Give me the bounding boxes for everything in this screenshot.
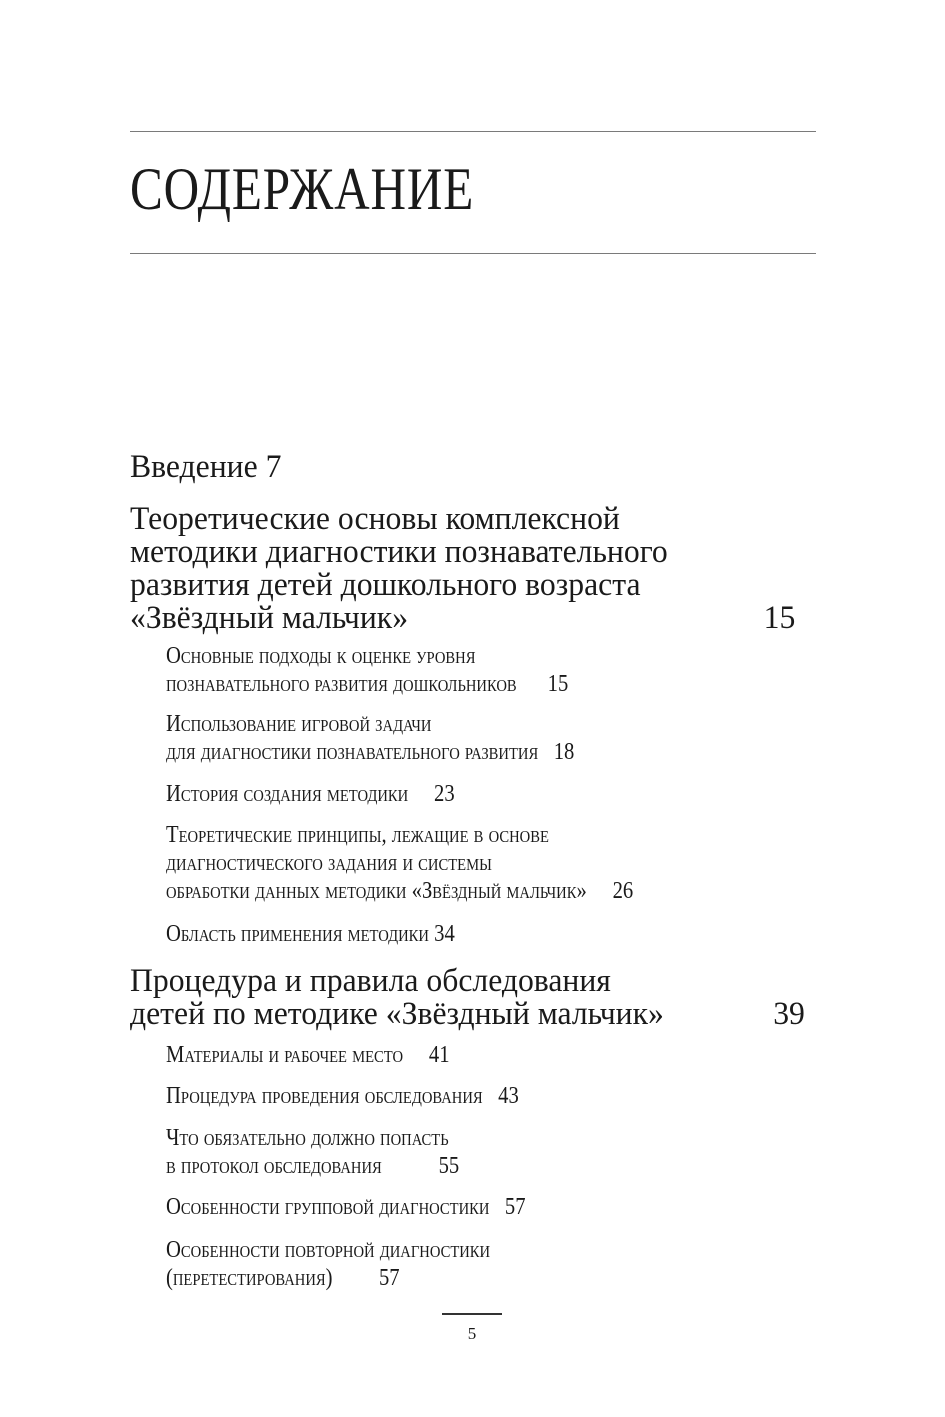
toc-section-1-5[interactable] bbox=[166, 920, 455, 948]
toc-section-1-1[interactable] bbox=[166, 642, 568, 698]
toc-section-2-5[interactable] bbox=[166, 1236, 490, 1292]
toc-section-line: Что обязательно должно попасть bbox=[166, 1125, 449, 1151]
toc-section-2-3[interactable] bbox=[166, 1124, 459, 1180]
toc-section-line: диагностического задания и системы bbox=[166, 850, 492, 876]
page-title: СОДЕРЖАНИЕ bbox=[130, 156, 475, 222]
toc-entry-label: Введение bbox=[130, 449, 258, 485]
toc-section-line: в протокол обследования bbox=[166, 1153, 382, 1179]
toc-section-page: 41 bbox=[428, 1042, 450, 1068]
toc-chapter-2[interactable] bbox=[130, 963, 805, 1032]
page-number: 5 bbox=[467, 1324, 477, 1343]
toc-chapter-line: детей по методике «Звёздный мальчик» bbox=[130, 996, 664, 1032]
toc-section-page: 23 bbox=[433, 781, 455, 807]
top-rule bbox=[130, 131, 816, 132]
toc-section-2-2[interactable] bbox=[166, 1082, 519, 1110]
toc-section-line: (перетестирования) bbox=[166, 1265, 333, 1291]
toc-section-page: 43 bbox=[498, 1083, 519, 1109]
toc-section-line: Теоретические принципы, лежащие в основе bbox=[166, 822, 549, 848]
toc-section-line: Процедура проведения обследования bbox=[166, 1083, 483, 1109]
toc-section-page: 15 bbox=[547, 671, 569, 697]
toc-section-line: Материалы и рабочее место bbox=[166, 1042, 404, 1068]
toc-chapter-line: Процедура и правила обследования bbox=[130, 963, 611, 999]
toc-section-page: 18 bbox=[553, 739, 575, 765]
toc-chapter-1[interactable] bbox=[130, 501, 796, 636]
toc-chapter-line: «Звёздный мальчик» bbox=[130, 600, 409, 636]
bottom-rule bbox=[130, 253, 816, 254]
toc-section-page: 57 bbox=[504, 1194, 526, 1220]
toc-section-line: познавательного развития дошкольников bbox=[166, 671, 517, 697]
toc-entry-page: 7 bbox=[265, 449, 282, 485]
toc-chapter-line: методики диагностики познавательного bbox=[130, 534, 668, 570]
toc-section-line: обработки данных методики «Звёздный мальчик» bbox=[166, 878, 587, 904]
toc-section-line: Особенности повторной диагностики bbox=[166, 1237, 491, 1263]
toc-section-line: Особенности групповой диагностики bbox=[166, 1194, 490, 1220]
footer-rule bbox=[442, 1313, 502, 1315]
toc-chapter-page: 39 bbox=[773, 996, 805, 1032]
toc-section-page: 57 bbox=[378, 1265, 400, 1291]
toc-section-page: 26 bbox=[612, 878, 634, 904]
toc-section-line: Использование игровой задачи bbox=[166, 711, 432, 737]
toc-chapter-line: развития детей дошкольного возраста bbox=[130, 567, 641, 603]
toc-section-1-4[interactable] bbox=[166, 821, 633, 905]
toc-section-line: Основные подходы к оценке уровня bbox=[166, 643, 476, 669]
toc-chapter-page: 15 bbox=[763, 600, 796, 636]
toc-section-2-4[interactable] bbox=[166, 1193, 526, 1221]
toc-section-line: Область применения методики bbox=[166, 921, 429, 947]
toc-chapter-line: Теоретические основы комплексной bbox=[130, 501, 620, 537]
toc-section-1-2[interactable] bbox=[166, 710, 574, 766]
toc-section-line: История создания методики bbox=[166, 781, 409, 807]
toc-section-1-3[interactable] bbox=[166, 780, 455, 808]
toc-section-line: для диагностики познавательного развития bbox=[166, 739, 539, 765]
toc-section-page: 55 bbox=[438, 1153, 460, 1179]
toc-section-page: 34 bbox=[434, 921, 455, 947]
toc-entry-intro[interactable] bbox=[130, 451, 281, 484]
toc-section-2-1[interactable] bbox=[166, 1041, 450, 1069]
